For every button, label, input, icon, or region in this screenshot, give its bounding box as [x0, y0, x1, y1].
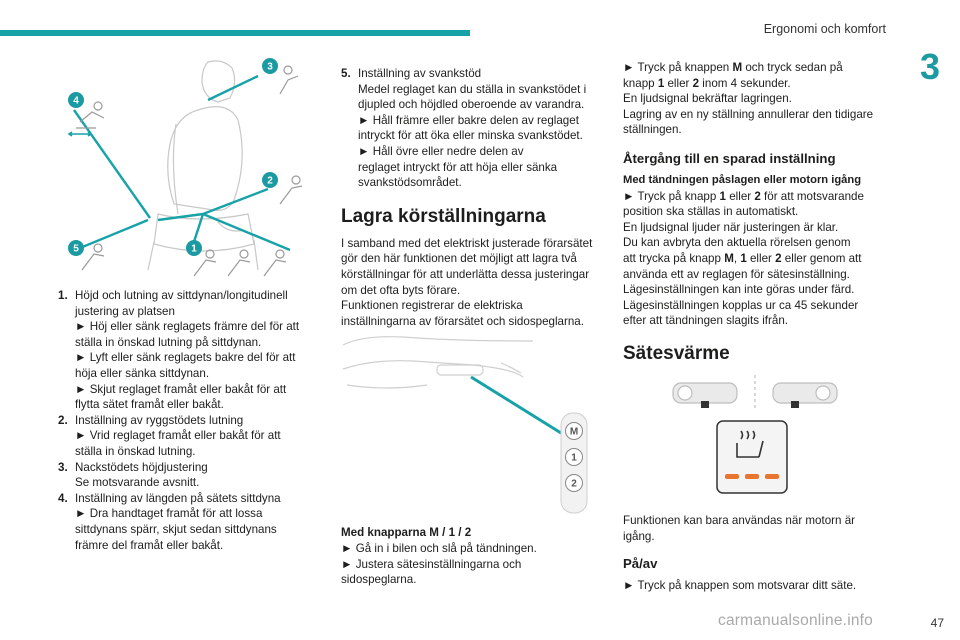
- text-line: reglaget intryckt för att höja eller sänka: [358, 160, 558, 174]
- text-line: främre del framåt eller bakåt.: [75, 538, 224, 552]
- text-run: att trycka på knapp: [623, 251, 725, 265]
- onoff-instruction: ► Tryck på knappen som motsvarar ditt säte.: [623, 579, 857, 593]
- text-line: inställningarna av förarsätet och sidospeglarna.: [341, 314, 584, 328]
- text-line: Se motsvarande avsnitt.: [75, 476, 200, 490]
- store-instructions: [623, 60, 888, 138]
- badge-1: 1: [191, 243, 197, 255]
- memory-buttons-figure: [341, 335, 591, 517]
- steps: [341, 541, 609, 588]
- text-line: ställa in önskad lutning på sittdynan.: [75, 335, 262, 349]
- text-line: höja eller sänka sittdynan.: [75, 366, 210, 380]
- text-run: M: [732, 61, 743, 74]
- recall-subheading: Med tändningen påslagen eller motorn igång: [623, 173, 862, 186]
- heading-lagra: Lagra körställningarna: [341, 205, 546, 227]
- text-run: använda ett av reglagen för sätesinställning.: [623, 267, 850, 281]
- text-line: Inställning av längden på sätets sittdyna: [75, 491, 281, 505]
- text-line: svankstödsområdet.: [358, 176, 462, 190]
- item-number: 2.: [58, 413, 68, 427]
- column-1: [58, 288, 324, 553]
- badge-4: 4: [73, 95, 79, 107]
- badge-2: 2: [267, 175, 273, 187]
- text-line: ställa in önskad lutning.: [75, 444, 196, 458]
- text-run: och tryck sedan på: [742, 61, 843, 74]
- item-number: 4.: [58, 491, 68, 505]
- text-run: M: [724, 251, 734, 265]
- text-line: [623, 298, 888, 314]
- text-run: eller genom att: [781, 251, 862, 265]
- item-5: [341, 66, 609, 191]
- text-line: [623, 313, 888, 329]
- text-line: Inställning av ryggstödets lutning: [75, 413, 244, 427]
- text-line: djupled och höjdled oberoende av varandra.: [358, 98, 585, 112]
- text-run: eller: [664, 76, 693, 90]
- text-line: [623, 189, 888, 205]
- text-line: [623, 282, 888, 298]
- text-run: 1: [657, 76, 665, 90]
- text-run: En ljudsignal ljuder när justeringen är klar.: [623, 220, 839, 234]
- text-line: Nackstödets höjdjustering: [75, 460, 208, 474]
- text-line: ► Gå in i bilen och slå på tändningen.: [341, 541, 537, 555]
- text-line: [623, 91, 888, 107]
- text-run: Lägesinställningen kan inte göras under färd.: [623, 283, 855, 297]
- text-run: 2: [692, 76, 700, 90]
- text-line: [623, 267, 888, 283]
- text-run: för att motsvarande: [760, 189, 864, 203]
- text-line: [623, 235, 888, 251]
- text-line: [623, 251, 888, 267]
- text-run: ► Tryck på knappen: [623, 61, 733, 74]
- text-line: körställningar för att underlätta dessa justeringar: [341, 267, 590, 281]
- text-run: efter att tändningen slagits ifrån.: [623, 314, 788, 328]
- text-run: Lagring av en ny ställning annullerar den tidigare: [623, 107, 874, 121]
- text-run: position ska ställas in automatiskt.: [623, 205, 799, 219]
- text-run: ställningen.: [623, 123, 682, 137]
- text-line: Funktionen kan bara användas när motorn är: [623, 513, 856, 527]
- text-line: gör den här funktionen det möjligt att lagra två: [341, 252, 577, 266]
- badge-5: 5: [73, 243, 79, 255]
- text-line: intryckt för att öka eller minska svankstödet.: [358, 129, 583, 143]
- text-line: [623, 204, 888, 220]
- heading-recall: Återgång till en sparad inställning: [623, 150, 836, 166]
- section-title: Ergonomi och komfort: [763, 22, 886, 36]
- memory-button-2: 2: [571, 478, 577, 490]
- text-line: justering av platsen: [75, 304, 175, 318]
- text-run: 1: [740, 251, 747, 265]
- text-line: [623, 220, 888, 236]
- text-line: ► Skjut reglaget framåt eller bakåt för att: [75, 382, 287, 396]
- text-line: [623, 60, 888, 76]
- text-line: [623, 107, 888, 123]
- text-run: Lägesinställningen kopplas ur ca 45 sekunder: [623, 298, 859, 312]
- text-line: igång.: [623, 529, 655, 543]
- text-run: eller: [746, 251, 776, 265]
- heading-onoff: På/av: [623, 556, 658, 572]
- text-run: ► Tryck på knapp: [623, 189, 720, 203]
- heat-paragraph: [623, 513, 888, 544]
- text-run: ,: [733, 251, 741, 265]
- text-line: ► Lyft eller sänk reglagets bakre del för att: [75, 351, 296, 365]
- text-run: inom 4 sekunder.: [699, 76, 791, 90]
- text-line: ► Håll främre eller bakre delen av reglaget: [358, 113, 579, 127]
- watermark: carmanualsonline.info: [718, 612, 873, 629]
- text-run: En ljudsignal bekräftar lagringen.: [623, 92, 792, 106]
- item-number: 1.: [58, 289, 68, 302]
- text-line: ► Höj eller sänk reglagets främre del för att: [75, 320, 300, 334]
- recall-instructions: [623, 189, 888, 329]
- heading-heat: Sätesvärme: [623, 342, 730, 364]
- seat-controls-figure: [58, 54, 308, 282]
- text-line: Funktionen registrerar de elektriska: [341, 299, 523, 313]
- lagra-paragraph: [341, 236, 609, 330]
- text-line: flytta sätet framåt eller bakåt.: [75, 398, 224, 412]
- column-2: [341, 66, 609, 588]
- text-line: Medel reglaget kan du ställa in svankstödet i: [358, 82, 587, 96]
- list-item: [58, 491, 324, 553]
- text-line: sidospeglarna.: [341, 573, 417, 587]
- memory-button-1: 1: [571, 452, 577, 464]
- text-line: ► Vrid reglaget framåt eller bakåt för att: [75, 429, 281, 443]
- page-number: 47: [930, 616, 944, 630]
- text-line: Höjd och lutning av sittdynan/longitudinell: [75, 289, 288, 302]
- text-line: ► Dra handtaget framåt för att lossa: [75, 507, 263, 521]
- header-accent-bar: [0, 30, 470, 36]
- item-number: 3.: [58, 460, 68, 474]
- text-line: Inställning av svankstöd: [358, 67, 482, 80]
- text-run: 2: [754, 189, 761, 203]
- buttons-subheading: Med knapparna M / 1 / 2: [341, 526, 472, 540]
- text-line: I samband med det elektriskt justerade förarsätet: [341, 236, 593, 250]
- text-line: om det ofta byts förare.: [341, 283, 461, 297]
- text-run: knapp: [623, 76, 658, 90]
- text-run: 1: [719, 189, 726, 203]
- text-line: [623, 76, 888, 92]
- text-line: ► Håll övre eller nedre delen av: [358, 144, 524, 158]
- text-run: eller: [726, 189, 755, 203]
- text-run: 2: [775, 251, 782, 265]
- text-line: [623, 122, 888, 138]
- item-number: 5.: [341, 67, 351, 80]
- text-line: ► Justera sätesinställningarna och: [341, 557, 522, 571]
- chapter-number: 3: [919, 46, 941, 87]
- list-item: [58, 460, 324, 491]
- text-run: Du kan avbryta den aktuella rörelsen genom: [623, 236, 851, 250]
- list-item: [58, 413, 324, 460]
- seat-heating-figure: [623, 373, 873, 501]
- badge-3: 3: [267, 61, 273, 73]
- list-item: [58, 288, 324, 413]
- memory-button-m: M: [569, 426, 579, 438]
- column-3: [623, 60, 888, 594]
- text-line: sittdynans spärr, skjut sedan sittdynans: [75, 522, 277, 536]
